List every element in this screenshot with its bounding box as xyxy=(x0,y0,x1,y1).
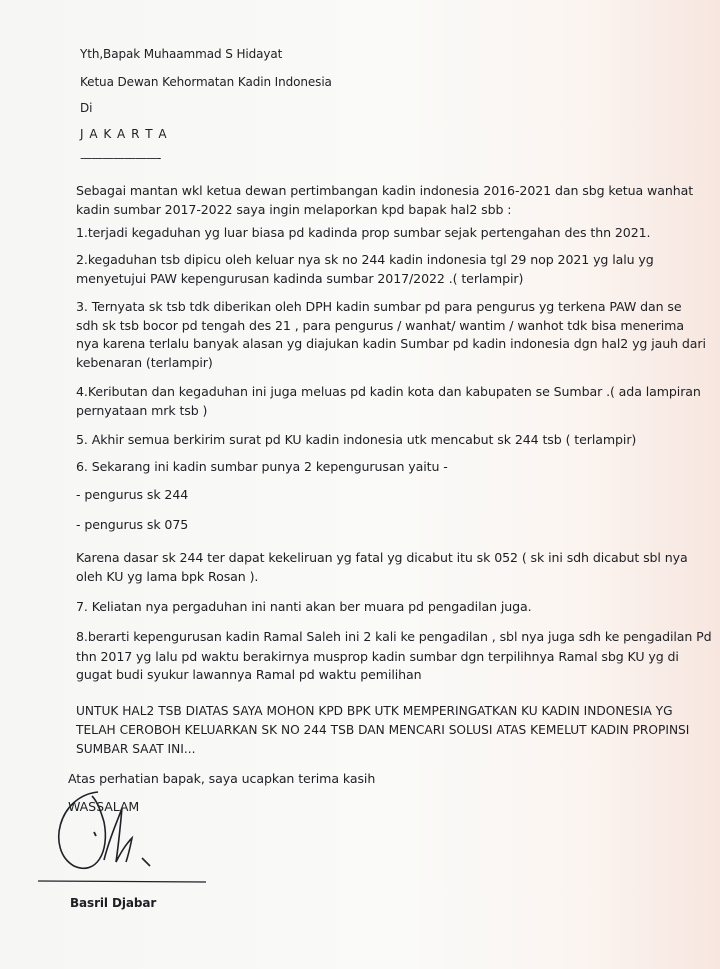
point-3-line-3: nya karena terlalu banyak alasan yg diajukan kadin Sumbar pd kadin indonesia dgn hal2 yg jauh dari xyxy=(76,336,706,351)
recipient-city: J A K A R T A xyxy=(80,127,168,141)
recipient-name: Yth,Bapak Muhaammad S Hidayat xyxy=(80,47,283,61)
point-6-item-2: - pengurus sk 075 xyxy=(76,517,189,532)
intro-line-1: Sebagai mantan wkl ketua dewan pertimbangan kadin indonesia 2016-2021 dan sbg ketua wanhat xyxy=(76,183,694,198)
request-line-1: UNTUK HAL2 TSB DIATAS SAYA MOHON KPD BPK UTK MEMPERINGATKAN KU KADIN INDONESIA YG xyxy=(76,704,673,718)
salutation: WASSALAM xyxy=(68,799,140,814)
closing-line: Atas perhatian bapak, saya ucapkan terima kasih xyxy=(68,771,376,786)
request-line-3: SUMBAR SAAT INI... xyxy=(76,742,196,756)
point-3-line-4: kebenaran (terlampir) xyxy=(76,355,213,370)
point-4-line-2: pernyataan mrk tsb ) xyxy=(76,403,208,418)
point-8-line-2: thn 2017 yg lalu pd waktu berakirnya musprop kadin sumbar dgn terpilihnya Ramal sbg KU yg di xyxy=(76,649,679,664)
point-6-line-1: 6. Sekarang ini kadin sumbar punya 2 kepengurusan yaitu - xyxy=(76,459,448,474)
signer-name: Basril Djabar xyxy=(70,896,157,910)
point-4-line-1: 4.Keributan dan kegaduhan ini juga meluas pd kadin kota dan kabupaten se Sumbar .( ada lampiran xyxy=(76,384,701,399)
point-6-note-line-1: Karena dasar sk 244 ter dapat kekeliruan yg fatal yg dicabut itu sk 052 ( sk ini sdh dicabut sbl nya xyxy=(76,550,688,565)
point-8-line-3: gugat budi syukur lawannya Ramal pd waktu pemilihan xyxy=(76,667,422,682)
point-3-line-2: sdh sk tsb bocor pd tengah des 21 , para pengurus / wanhat/ wantim / wanhot tdk bisa menerima xyxy=(76,318,684,333)
intro-line-2: kadin sumbar 2017-2022 saya ingin melaporkan kpd bapak hal2 sbb : xyxy=(76,202,512,217)
recipient-di: Di xyxy=(80,101,93,115)
separator-line: ———————- xyxy=(80,151,161,165)
request-line-2: TELAH CEROBOH KELUARKAN SK NO 244 TSB DAN MENCARI SOLUSI ATAS KEMELUT KADIN PROPINSI xyxy=(76,723,690,737)
recipient-title: Ketua Dewan Kehormatan Kadin Indonesia xyxy=(80,75,332,89)
point-8-line-1: 8.berarti kepengurusan kadin Ramal Saleh ini 2 kali ke pengadilan , sbl nya juga sdh ke pengadilan Pd xyxy=(76,629,712,644)
point-6-item-1: - pengurus sk 244 xyxy=(76,487,189,502)
point-6-note-line-2: oleh KU yg lama bpk Rosan ). xyxy=(76,569,259,584)
point-7-line-1: 7. Keliatan nya pergaduhan ini nanti akan ber muara pd pengadilan juga. xyxy=(76,599,532,614)
point-3-line-1: 3. Ternyata sk tsb tdk diberikan oleh DPH kadin sumbar pd para pengurus yg terkena PAW dan se xyxy=(76,299,682,314)
point-2-line-1: 2.kegaduhan tsb dipicu oleh keluar nya sk no 244 kadin indonesia tgl 29 nop 2021 yg lalu yg xyxy=(76,252,654,267)
point-1-line-1: 1.terjadi kegaduhan yg luar biasa pd kadinda prop sumbar sejak pertengahan des thn 2021. xyxy=(76,225,651,240)
point-5-line-1: 5. Akhir semua berkirim surat pd KU kadin indonesia utk mencabut sk 244 tsb ( terlampir) xyxy=(76,432,637,447)
point-2-line-2: menyetujui PAW kepengurusan kadinda sumbar 2017/2022 .( terlampir) xyxy=(76,271,524,286)
